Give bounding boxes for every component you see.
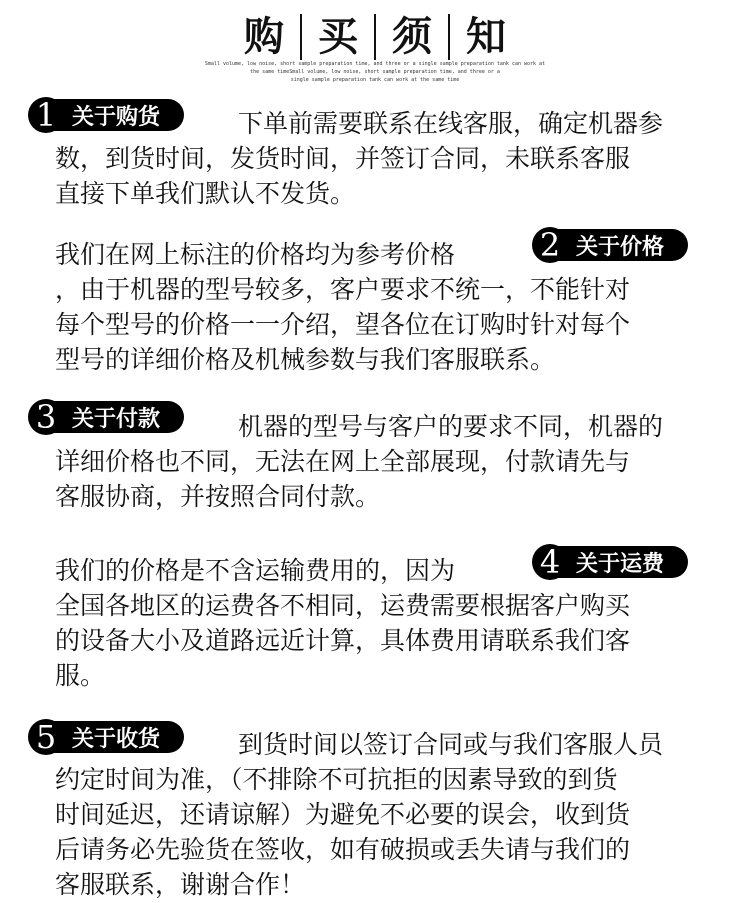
title-char: 买 [318, 13, 358, 60]
title-char: 知 [466, 13, 506, 60]
section-2-text [55, 237, 630, 377]
section-3-text-cont [55, 444, 630, 514]
subtitle-line: Small volume, low noise, short sample preparation time, and three or a single sample preparation tank can work at [204, 61, 546, 67]
section-5-text-cont [55, 762, 630, 902]
text-line: 客服协商，并按照合同付款。 [55, 482, 381, 511]
text-line: 后请务必先验货在签收，如有破损或丢失请与我们的 [55, 835, 631, 864]
section-1-badge [30, 96, 184, 134]
section-1-text-cont [55, 141, 630, 211]
text-line: 约定时间为准，（不排除不可抗拒的因素导致的到货 [55, 765, 618, 794]
section-label: 关于购货 [72, 104, 161, 130]
text-line: 数，到货时间，发货时间，并签订合同，未联系客服 [55, 144, 631, 173]
subtitle [0, 60, 750, 84]
section-number: 1 [28, 97, 64, 133]
section-number: 5 [28, 719, 64, 755]
section-4-text [55, 553, 630, 693]
text-line: 我们在网上标注的价格均为参考价格 [55, 240, 456, 269]
text-line: 的设备大小及道路远近计算，具体费用请联系我们客 [55, 626, 631, 655]
subtitle-line: single sample preparation tank can work at the same time [290, 77, 460, 83]
section-label: 关于价格 [576, 234, 665, 260]
section-5-text [238, 727, 663, 762]
title-char: 须 [392, 13, 432, 60]
section-number: 3 [28, 399, 64, 435]
title-char: 购 [244, 13, 284, 60]
text-line: 机器的型号与客户的要求不同，机器的 [238, 412, 664, 441]
subtitle-line: the same timeSmall volume, low noise, short sample preparation time, and three or a [250, 69, 500, 75]
section-5-badge [30, 718, 184, 756]
text-line: 每个型号的价格一一介绍，望各位在订购时针对每个 [55, 310, 631, 339]
text-line: 服。 [55, 661, 106, 690]
section-label: 关于运费 [576, 551, 665, 577]
text-line: 我们的价格是不含运输费用的，因为 [55, 556, 456, 585]
section-3-text [238, 409, 663, 444]
section-label: 关于收货 [72, 726, 161, 752]
section-3-badge [30, 398, 184, 436]
text-line: 下单前需要联系在线客服，确定机器参 [238, 109, 664, 138]
text-line: 详细价格也不同，无法在网上全部展现，付款请先与 [55, 447, 631, 476]
text-line: 直接下单我们默认不发货。 [55, 179, 356, 208]
section-number: 4 [532, 544, 568, 580]
text-line: 到货时间以签订合同或与我们客服人员 [238, 730, 664, 759]
section-1-text [238, 106, 663, 141]
text-line: 全国各地区的运费各不相同，运费需要根据客户购买 [55, 591, 631, 620]
page-title [0, 6, 750, 68]
text-line: ，由于机器的型号较多，客户要求不统一，不能针对 [55, 275, 631, 304]
text-line: 型号的详细价格及机械参数与我们客服联系。 [55, 345, 556, 374]
text-line: 时间延迟，还请谅解）为避免不必要的误会，收到货 [55, 800, 631, 829]
section-number: 2 [532, 227, 568, 263]
text-line: 客服联系，谢谢合作！ [55, 870, 306, 899]
section-label: 关于付款 [72, 406, 161, 432]
